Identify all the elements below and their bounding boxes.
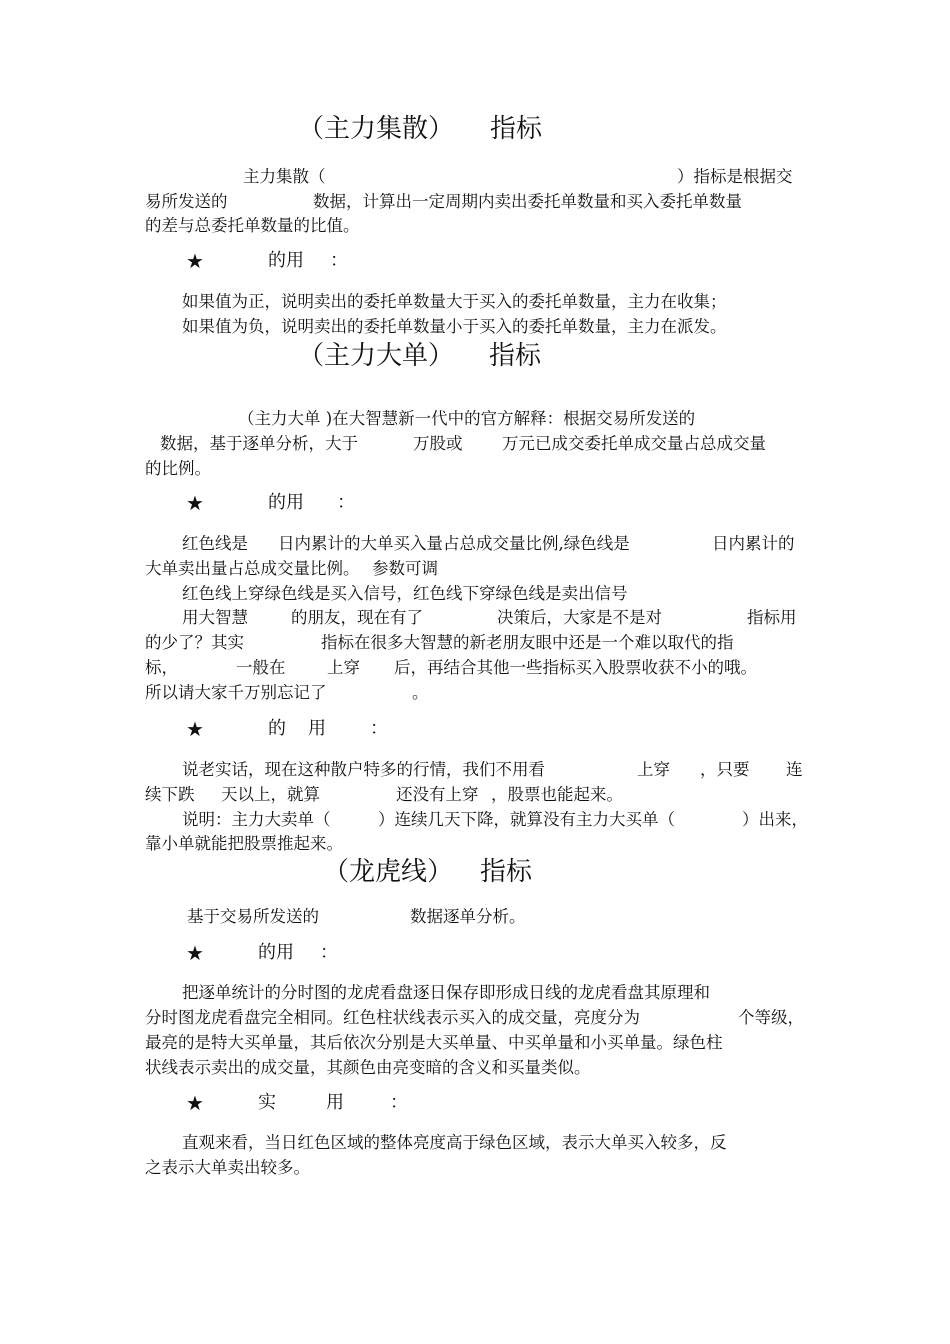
section-1-intro-line-1a: 主力集散（ — [243, 167, 326, 186]
star-icon: ★ — [186, 249, 204, 273]
section-3-title-suffix: 指标 — [480, 857, 533, 887]
section-2-body2-line-1d: 连 — [786, 760, 803, 779]
section-2-body-line-4c: 决策后，大家是不是对 — [497, 608, 662, 627]
section-2-body-line-1b: 日内累计的大单买入量占总成交量比例,绿色线是 — [278, 534, 630, 553]
section-2-body2-line-4: 靠小单就能把股票推起来。 — [145, 834, 343, 853]
section-2-body-line-4a: 用大智慧 — [182, 608, 248, 627]
section-3-usage2-colon: ： — [390, 1092, 408, 1113]
section-3-body-line-1: 把逐单统计的分时图的龙虎看盘逐日保存即形成日线的龙虎看盘其原理和 — [182, 983, 710, 1002]
section-2-intro-line-3: 的比例。 — [145, 459, 211, 478]
section-2-body-line-6b: 一般在 — [236, 658, 286, 677]
section-2-body-line-1c: 日内累计的 — [712, 534, 795, 553]
section-2-body2-line-2b: 天以上，就算 — [221, 785, 320, 804]
section-2-usage2-colon: ： — [370, 718, 388, 739]
section-3-body-line-3: 最亮的是特大买单量，其后依次分别是大买单量、中买单量和小买单量。绿色柱 — [145, 1033, 723, 1052]
section-3-title: （龙虎线） — [323, 857, 454, 887]
star-icon: ★ — [186, 491, 204, 515]
star-icon: ★ — [186, 717, 204, 741]
section-1-body-line-2: 如果值为负，说明卖出的委托单数量小于买入的委托单数量，主力在派发。 — [182, 317, 727, 336]
section-2-body-line-7a: 所以请大家千万别忘记了 — [145, 683, 327, 702]
section-2-body-line-2a: 大单卖出量占总成交量比例。 — [145, 559, 360, 578]
section-3-body-line-2b: 个等级， — [738, 1008, 804, 1027]
section-2-body2-line-2d: ，股票也能起来。 — [491, 785, 623, 804]
section-2-usage2-label-1: 的 — [268, 718, 286, 739]
section-1-body-line-1: 如果值为正，说明卖出的委托单数量大于买入的委托单数量，主力在收集； — [182, 292, 727, 311]
section-2-body-line-3: 红色线上穿绿色线是买入信号，红色线下穿绿色线是卖出信号 — [182, 584, 628, 603]
section-2-body-line-1a: 红色线是 — [182, 534, 248, 553]
section-3-intro-a: 基于交易所发送的 — [187, 907, 319, 926]
section-2-body2-line-3c: ）出来， — [742, 810, 808, 829]
section-1-usage-colon: ： — [330, 250, 348, 271]
section-2-body-line-6d: 后，再结合其他一些指标买入股票收获不小的哦。 — [394, 658, 757, 677]
section-1-intro-line-3: 的差与总委托单数量的比值。 — [145, 216, 360, 235]
section-2-body2-line-2c: 还没有上穿 — [396, 785, 479, 804]
section-2-body-line-6c: 上穿 — [327, 658, 360, 677]
section-3-usage-label: 的用 — [258, 942, 294, 963]
section-2-body-line-5a: 的少了？其实 — [145, 633, 244, 652]
section-3-body-line-2a: 分时图龙虎看盘完全相同。红色柱状线表示买入的成交量，亮度分为 — [145, 1008, 640, 1027]
section-2-body-line-2b: 参数可调 — [372, 559, 438, 578]
section-2-intro-line-2b: 万股或 — [413, 434, 463, 453]
section-2-usage2-label-2: 用 — [308, 718, 326, 739]
section-2-body2-line-1c: ，只要 — [700, 760, 750, 779]
section-2-body-line-6a: 标， — [145, 658, 178, 677]
star-icon: ★ — [186, 941, 204, 965]
section-3-body2-line-1: 直观来看，当日红色区域的整体亮度高于绿色区域，表示大单买入较多，反 — [182, 1133, 727, 1152]
section-3-usage2-label-1: 实 — [258, 1092, 276, 1113]
section-2-body2-line-3a: 说明：主力大卖单（ — [182, 810, 331, 829]
section-2-title: （主力大单） — [298, 341, 455, 371]
section-1-title-suffix: 指标 — [490, 114, 543, 144]
section-2-intro-line-1: （主力大单 )在大智慧新一代中的官方解释：根据交易所发送的 — [238, 409, 696, 428]
section-1-intro-line-2b: 数据，计算出一定周期内卖出委托单数量和买入委托单数量 — [313, 192, 742, 211]
section-2-body2-line-3b: ）连续几天下降，就算没有主力大买单（ — [378, 810, 675, 829]
section-2-usage-label: 的用 — [268, 492, 304, 513]
section-2-intro-line-2a: 数据，基于逐单分析，大于 — [160, 434, 358, 453]
section-2-body-line-7b: 。 — [412, 683, 429, 702]
section-3-usage2-label-2: 用 — [326, 1092, 344, 1113]
section-2-usage-colon: ： — [337, 492, 355, 513]
section-2-intro-line-2c: 万元已成交委托单成交量占总成交量 — [502, 434, 766, 453]
section-1-usage-label: 的用 — [268, 250, 304, 271]
section-3-body-line-4: 状线表示卖出的成交量，其颜色由亮变暗的含义和买量类似。 — [145, 1058, 591, 1077]
section-2-body2-line-2a: 续下跌 — [145, 785, 195, 804]
section-3-intro-b: 数据逐单分析。 — [410, 907, 526, 926]
section-3-usage-colon: ： — [320, 942, 338, 963]
section-1-intro-line-2a: 易所发送的 — [145, 192, 228, 211]
section-2-title-suffix: 指标 — [489, 341, 542, 371]
section-2-body2-line-1a: 说老实话，现在这种散户特多的行情，我们不用看 — [182, 760, 545, 779]
section-2-body-line-4b: 的朋友，现在有了 — [291, 608, 423, 627]
section-1-title: （主力集散） — [298, 114, 455, 144]
section-1-intro-line-1b: ）指标是根据交 — [677, 167, 793, 186]
star-icon: ★ — [186, 1091, 204, 1115]
section-3-body2-line-2: 之表示大单卖出较多。 — [145, 1158, 310, 1177]
section-2-body2-line-1b: 上穿 — [637, 760, 670, 779]
section-2-body-line-4d: 指标用 — [747, 608, 797, 627]
section-2-body-line-5b: 指标在很多大智慧的新老朋友眼中还是一个难以取代的指 — [321, 633, 734, 652]
